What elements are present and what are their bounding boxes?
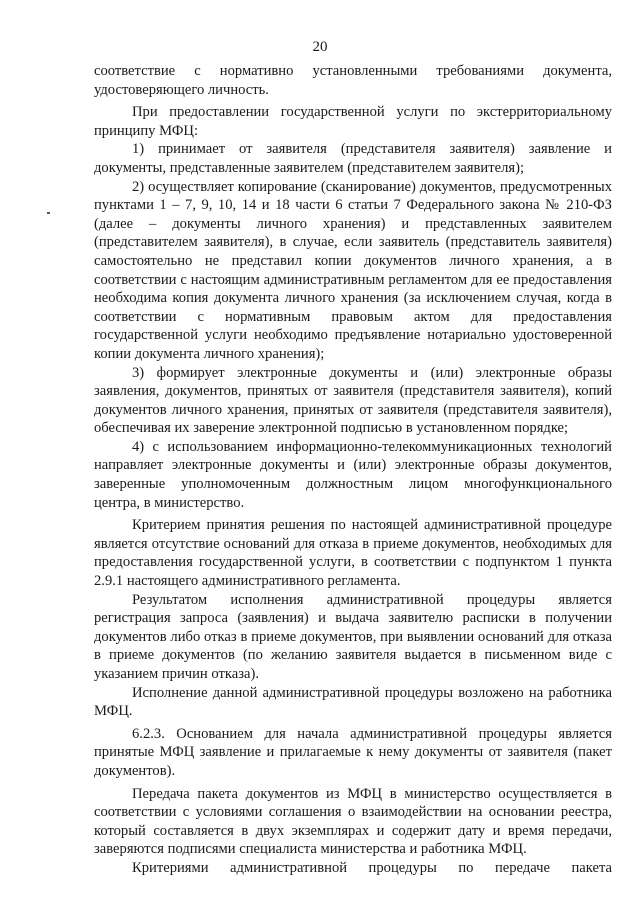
paragraph-continuation: соответствие с нормативно установленными требованиями документа, удостоверяющего личность.: [94, 63, 612, 98]
paragraph-result: Результатом исполнения административной процедуры является регистрация запроса (заявления) и выдача заявителю расписки в получении документов либо отказ в приеме документов, при выявлении оснований для отказа в приеме документов (по желанию заявителя выдается в письменном виде с указанием причин отказа).: [94, 591, 612, 682]
paragraph-criterion: Критерием принятия решения по настоящей административной процедуре является отсутствие оснований для отказа в приеме документов, необходимых для предоставления государственной услуги, в соответствии с подпунктом 1 пункта 2.9.1 настоящего административного регламента.: [94, 517, 612, 590]
paragraph-criteria-transfer: Критериями административной процедуры по передаче пакета: [132, 859, 612, 876]
paragraph-item-2: 2) осуществляет копирование (сканирование) документов, предусмотренных пунктами 1 – 7, 9, 10, 14 и 18 части 6 статьи 7 Федерального закона № 210-ФЗ (далее – документы личного хранения) и представленных заявителем (представителем заявителя), в случае, если заявитель (представитель заявителя) самостоятельно не представил копии документов личного хранения, а в соответствии с настоящим административным регламентом для ее предоставления необходима копия документа личного хранения (за исключением случая, когда в соответствии с нормативным правовым актом для предоставления государственной услуги необходимо предъявление нотариально удостоверенной копии документа личного хранения);: [94, 178, 612, 362]
paragraph-6-2-3: 6.2.3. Основанием для начала административной процедуры является принятые МФЦ заявление и прилагаемые к нему документы от заявителя (пакет документов).: [94, 725, 612, 779]
margin-mark: [47, 212, 50, 214]
paragraph-item-1: 1) принимает от заявителя (представителя заявителя) заявление и документы, представленные заявителем (представителем заявителя);: [94, 141, 612, 176]
paragraph-item-4: 4) с использованием информационно-телекоммуникационных технологий направляет электронные документы и (или) электронные образы документов, заверенные уполномоченным должностным лицом многофункционального центра, в министерство.: [94, 438, 612, 511]
page-number: 20: [312, 39, 328, 55]
document-body: [94, 62, 612, 878]
paragraph-extraterritorial: При предоставлении государственной услуги по экстерриториальному принципу МФЦ:: [94, 104, 612, 139]
paragraph-execution: Исполнение данной административной процедуры возложено на работника МФЦ.: [94, 684, 612, 720]
paragraph-transfer: Передача пакета документов из МФЦ в министерство осуществляется в соответствии с условиями соглашения о взаимодействии на основании реестра, который составляется в двух экземплярах и содержит дату и время передачи, заверяются подписями специалиста министерства и работника МФЦ.: [94, 785, 612, 858]
paragraph-item-3: 3) формирует электронные документы и (или) электронные образы заявления, документов, принятых от заявителя (представителя заявителя), копий документов личного хранения, принятых от заявителя (представителя заявителя), обеспечивая их заверение электронной подписью в установленном порядке;: [94, 364, 612, 437]
